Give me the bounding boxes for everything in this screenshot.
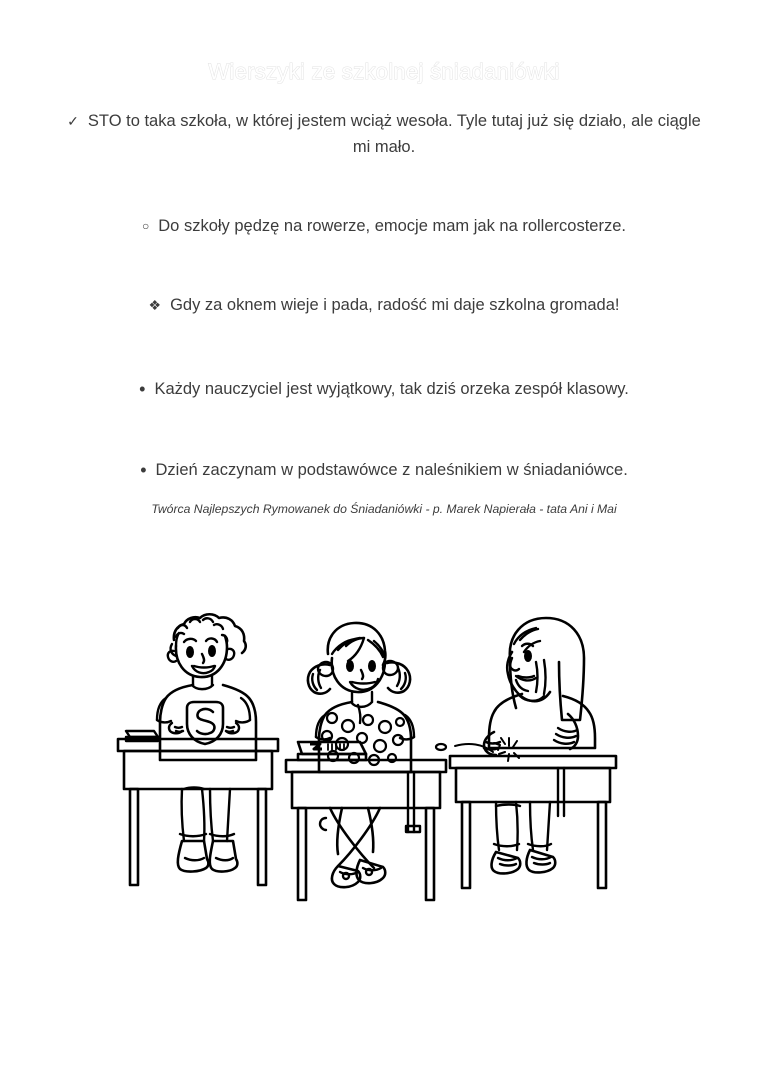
flying-eraser-and-motion-lines — [436, 738, 519, 761]
poem-line — [0, 456, 768, 483]
figure-boy-curly-hair — [118, 614, 278, 885]
poem-line-text: Każdy nauczyciel jest wyjątkowy, tak dziś orzeka zespół klasowy. — [154, 380, 629, 398]
disc-bullet-icon: • — [140, 460, 147, 480]
figure-girl-long-hair — [450, 618, 616, 888]
illustration-three-children-at-desks — [110, 596, 650, 926]
poem-line — [0, 108, 768, 160]
page-title: Wierszyki ze szkolnej śniadaniówki — [208, 59, 560, 84]
poem-line — [0, 292, 768, 318]
poem-line — [0, 213, 768, 240]
poem-line-text: Do szkoły pędzę na rowerze, emocje mam jak na rollercosterze. — [158, 217, 626, 235]
poem-line-text: STO to taka szkoła, w której jestem wciąż wesoła. Tyle tutaj już się działo, ale ciągle mi mało. — [87, 112, 701, 156]
florette-bullet-icon: ❖ — [148, 297, 162, 313]
poem-line — [0, 375, 768, 402]
hollow-circle-bullet-icon: ○ — [142, 219, 150, 233]
figure-girl-pigtails — [286, 623, 446, 900]
attribution-line: Twórca Najlepszych Rymowanek do Śniadaniówki - p. Marek Napierała - tata Ani i Mai — [151, 502, 617, 516]
disc-bullet-icon: • — [139, 379, 146, 399]
poem-line-text: Dzień zaczynam w podstawówce z naleśnikiem w śniadaniówce. — [155, 461, 628, 479]
poem-line-text: Gdy za oknem wieje i pada, radość mi daje szkolna gromada! — [170, 296, 620, 314]
checkmark-bullet-icon: ✓ — [67, 113, 79, 129]
